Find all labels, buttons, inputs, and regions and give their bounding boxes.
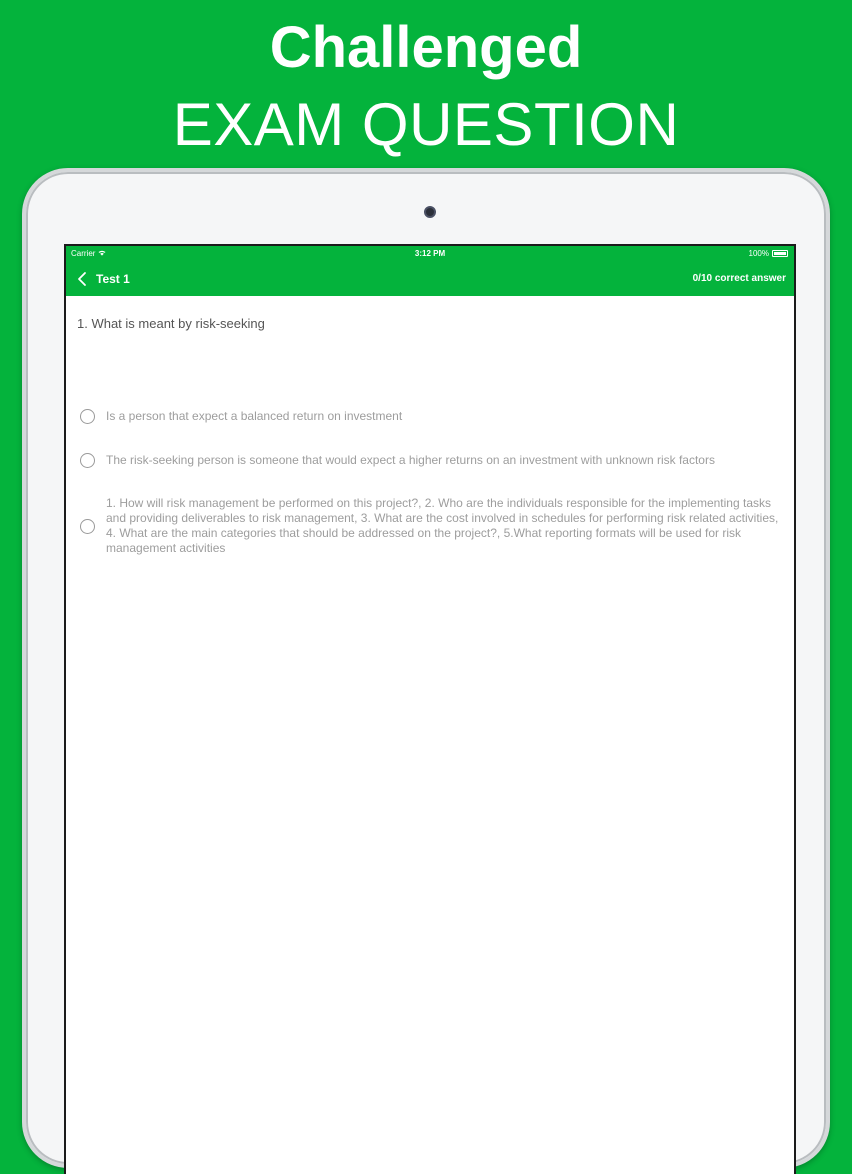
tablet-frame bbox=[22, 168, 830, 1168]
radio-button[interactable] bbox=[80, 409, 95, 424]
battery-status bbox=[749, 249, 788, 258]
battery-icon bbox=[772, 250, 788, 257]
status-bar bbox=[66, 246, 794, 262]
promo-subtitle: EXAM QUESTION bbox=[172, 91, 680, 158]
answer-option-text: The risk-seeking person is someone that would expect a higher returns on an investment with unknown risk factors bbox=[106, 453, 715, 467]
answer-option[interactable] bbox=[80, 409, 780, 424]
radio-button[interactable] bbox=[80, 519, 95, 534]
back-chevron-icon[interactable] bbox=[76, 271, 90, 287]
question-text: 1. What is meant by risk-seeking bbox=[77, 316, 265, 331]
answer-option-text: Is a person that expect a balanced return on investment bbox=[106, 409, 403, 423]
camera-icon bbox=[424, 206, 436, 218]
answer-option[interactable] bbox=[80, 496, 780, 556]
carrier-text: Carrier bbox=[71, 249, 96, 258]
nav-bar bbox=[66, 262, 794, 296]
answer-option[interactable] bbox=[80, 453, 780, 468]
answer-option-text: 1. How will risk management be performed on this project?, 2. Who are the individuals responsible for the implementing tasks and providing deliverables to risk management, 3. What are the cost involved in schedules for performing risk related activities, 4. What are the main categories that should be addressed on the project?, 5.What reporting formats will be used for risk management activities bbox=[106, 496, 779, 555]
promo-title: Challenged bbox=[269, 15, 583, 80]
battery-percent: 100% bbox=[748, 249, 769, 258]
app-screen bbox=[64, 244, 796, 1174]
nav-title: Test 1 bbox=[96, 272, 130, 286]
radio-button[interactable] bbox=[80, 453, 95, 468]
status-time: 3:12 PM bbox=[414, 249, 446, 258]
score-label: 0/10 correct answer bbox=[692, 273, 786, 284]
